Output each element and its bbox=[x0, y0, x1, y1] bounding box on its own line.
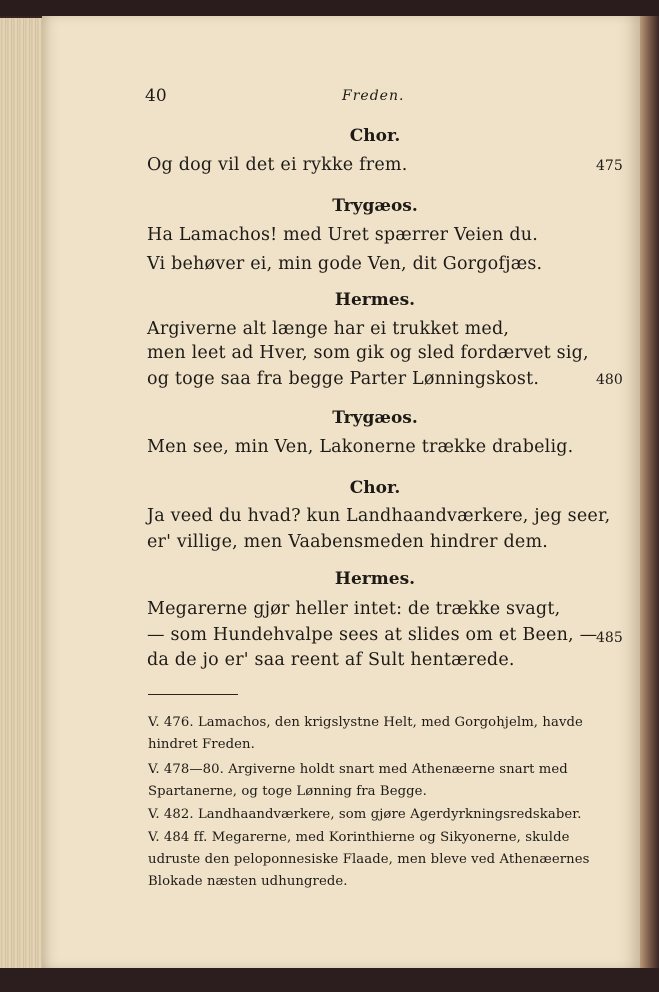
verse-line: Vi behøver ei, min gode Ven, dit Gorgofjæs. bbox=[147, 254, 543, 274]
footnote-line: V. 482. Landhaandværkere, som gjøre Agerdyrkningsredskaber. bbox=[148, 807, 582, 822]
verse-line: — som Hundehvalpe sees at slides om et Been, — bbox=[147, 625, 598, 645]
footnote-line: Spartanerne, og toge Lønning fra Begge. bbox=[148, 784, 427, 799]
page-number: 40 bbox=[145, 86, 167, 106]
page-stack-edge bbox=[0, 18, 42, 970]
verse-line: Ja veed du hvad? kun Landhaandværkere, jeg seer, bbox=[147, 506, 611, 526]
speaker-label: Trygæos. bbox=[332, 196, 418, 216]
verse-line: men leet ad Hver, som gik og sled fordærvet sig, bbox=[147, 343, 589, 363]
speaker-label: Hermes. bbox=[334, 569, 416, 589]
line-number: 480 bbox=[596, 372, 623, 388]
book-bottom-edge bbox=[0, 968, 659, 992]
footnote-line: Blokade næsten udhungrede. bbox=[148, 874, 348, 889]
book-gutter-shadow bbox=[640, 16, 659, 968]
speaker-label: Chor. bbox=[349, 478, 401, 498]
footnote-rule bbox=[148, 694, 238, 695]
speaker-label: Chor. bbox=[349, 126, 401, 146]
line-number: 485 bbox=[596, 630, 623, 646]
verse-line: Og dog vil det ei rykke frem. bbox=[147, 155, 408, 175]
line-number: 475 bbox=[596, 158, 623, 174]
verse-line: er' villige, men Vaabensmeden hindrer dem. bbox=[147, 532, 548, 552]
speaker-label: Hermes. bbox=[334, 290, 416, 310]
footnote-line: V. 478—80. Argiverne holdt snart med Athenæerne snart med bbox=[148, 762, 568, 777]
verse-line: og toge saa fra begge Parter Lønningskost. bbox=[147, 369, 540, 389]
footnote-line: V. 484 ff. Megarerne, med Korinthierne og Sikyonerne, skulde bbox=[148, 830, 570, 845]
footnote-line: V. 476. Lamachos, den krigslystne Helt, med Gorgohjelm, havde bbox=[148, 715, 583, 730]
footnote-line: udruste den peloponnesiske Flaade, men bleve ved Athenæernes bbox=[148, 852, 590, 867]
book-top-edge bbox=[0, 0, 659, 16]
verse-line: Argiverne alt længe har ei trukket med, bbox=[147, 319, 510, 339]
footnote-line: hindret Freden. bbox=[148, 737, 255, 752]
running-head: Freden. bbox=[342, 88, 405, 104]
verse-line: Men see, min Ven, Lakonerne trække drabelig. bbox=[147, 437, 574, 457]
verse-line: da de jo er' saa reent af Sult hentærede. bbox=[147, 650, 515, 670]
verse-line: Megarerne gjør heller intet: de trække svagt, bbox=[147, 599, 561, 619]
verse-line: Ha Lamachos! med Uret spærrer Veien du. bbox=[147, 225, 538, 245]
speaker-label: Trygæos. bbox=[332, 408, 418, 428]
